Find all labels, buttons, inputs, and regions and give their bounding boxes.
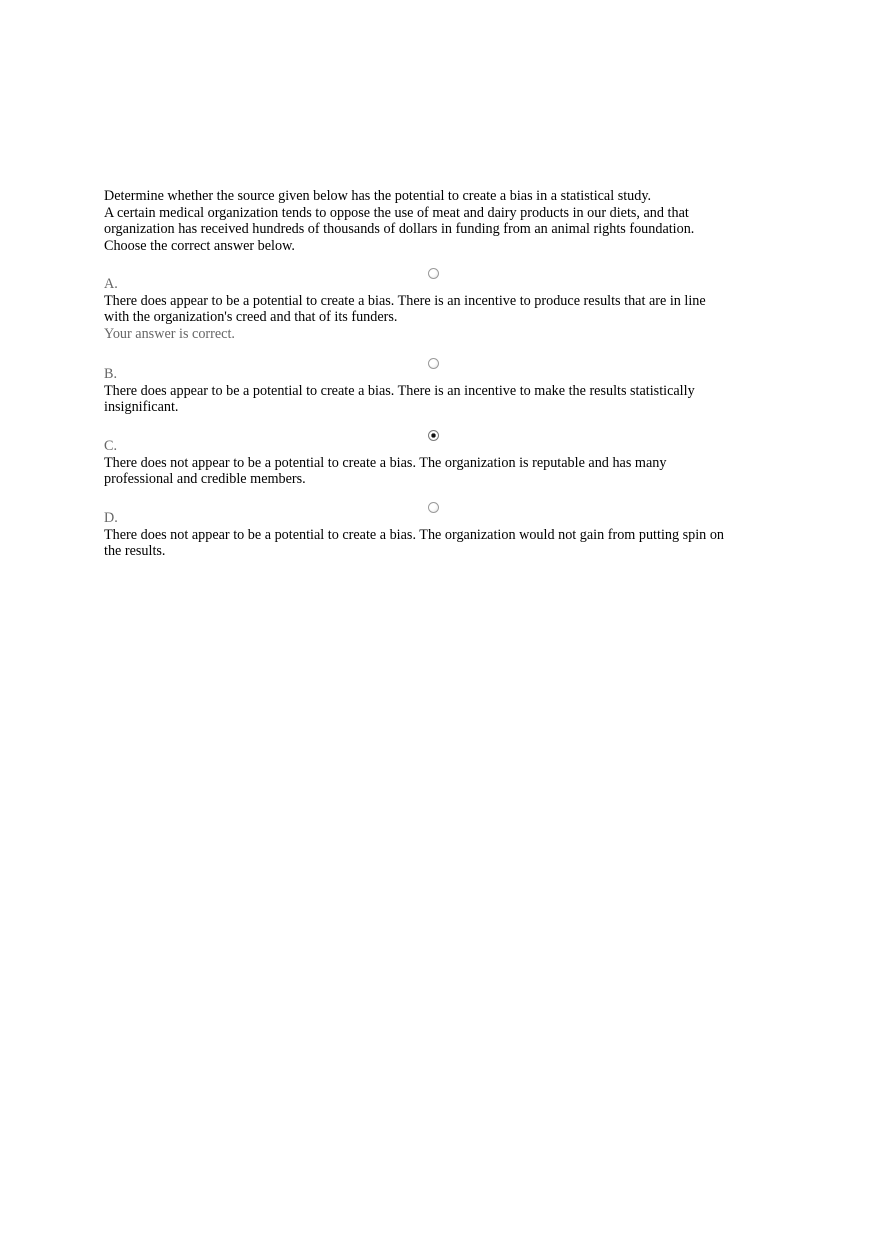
option-b-text: There does appear to be a potential to create a bias. There is an incentive to make the results statistically insignificant.	[104, 382, 695, 416]
question-block	[104, 188, 724, 254]
question-scenario: A certain medical organization tends to oppose the use of meat and dairy products in our diets, and that organization has received hundreds of thousands of dollars in funding from an animal rights foundation.	[104, 204, 695, 238]
option-d-text: There does not appear to be a potential to create a bias. The organization would not gain from putting spin on the results.	[104, 526, 725, 560]
option-d-label: D.	[104, 510, 118, 526]
option-b-label: B.	[104, 366, 118, 382]
option-b[interactable]	[104, 366, 724, 416]
question-prompt: Determine whether the source given below has the potential to create a bias in a statistical study.	[104, 188, 652, 204]
option-c-label: C.	[104, 438, 118, 454]
option-a-label: A.	[104, 276, 118, 292]
option-a[interactable]	[104, 276, 724, 342]
option-c-text: There does not appear to be a potential to create a bias. The organization is reputable and has many professional and credible members.	[104, 454, 667, 488]
question-instruction: Choose the correct answer below.	[104, 237, 295, 254]
option-d[interactable]	[104, 510, 724, 560]
answer-feedback: Your answer is correct.	[104, 325, 235, 342]
option-c[interactable]	[104, 438, 724, 488]
option-a-text: There does appear to be a potential to create a bias. There is an incentive to produce results that are in line with the organization's creed and that of its funders.	[104, 292, 706, 326]
